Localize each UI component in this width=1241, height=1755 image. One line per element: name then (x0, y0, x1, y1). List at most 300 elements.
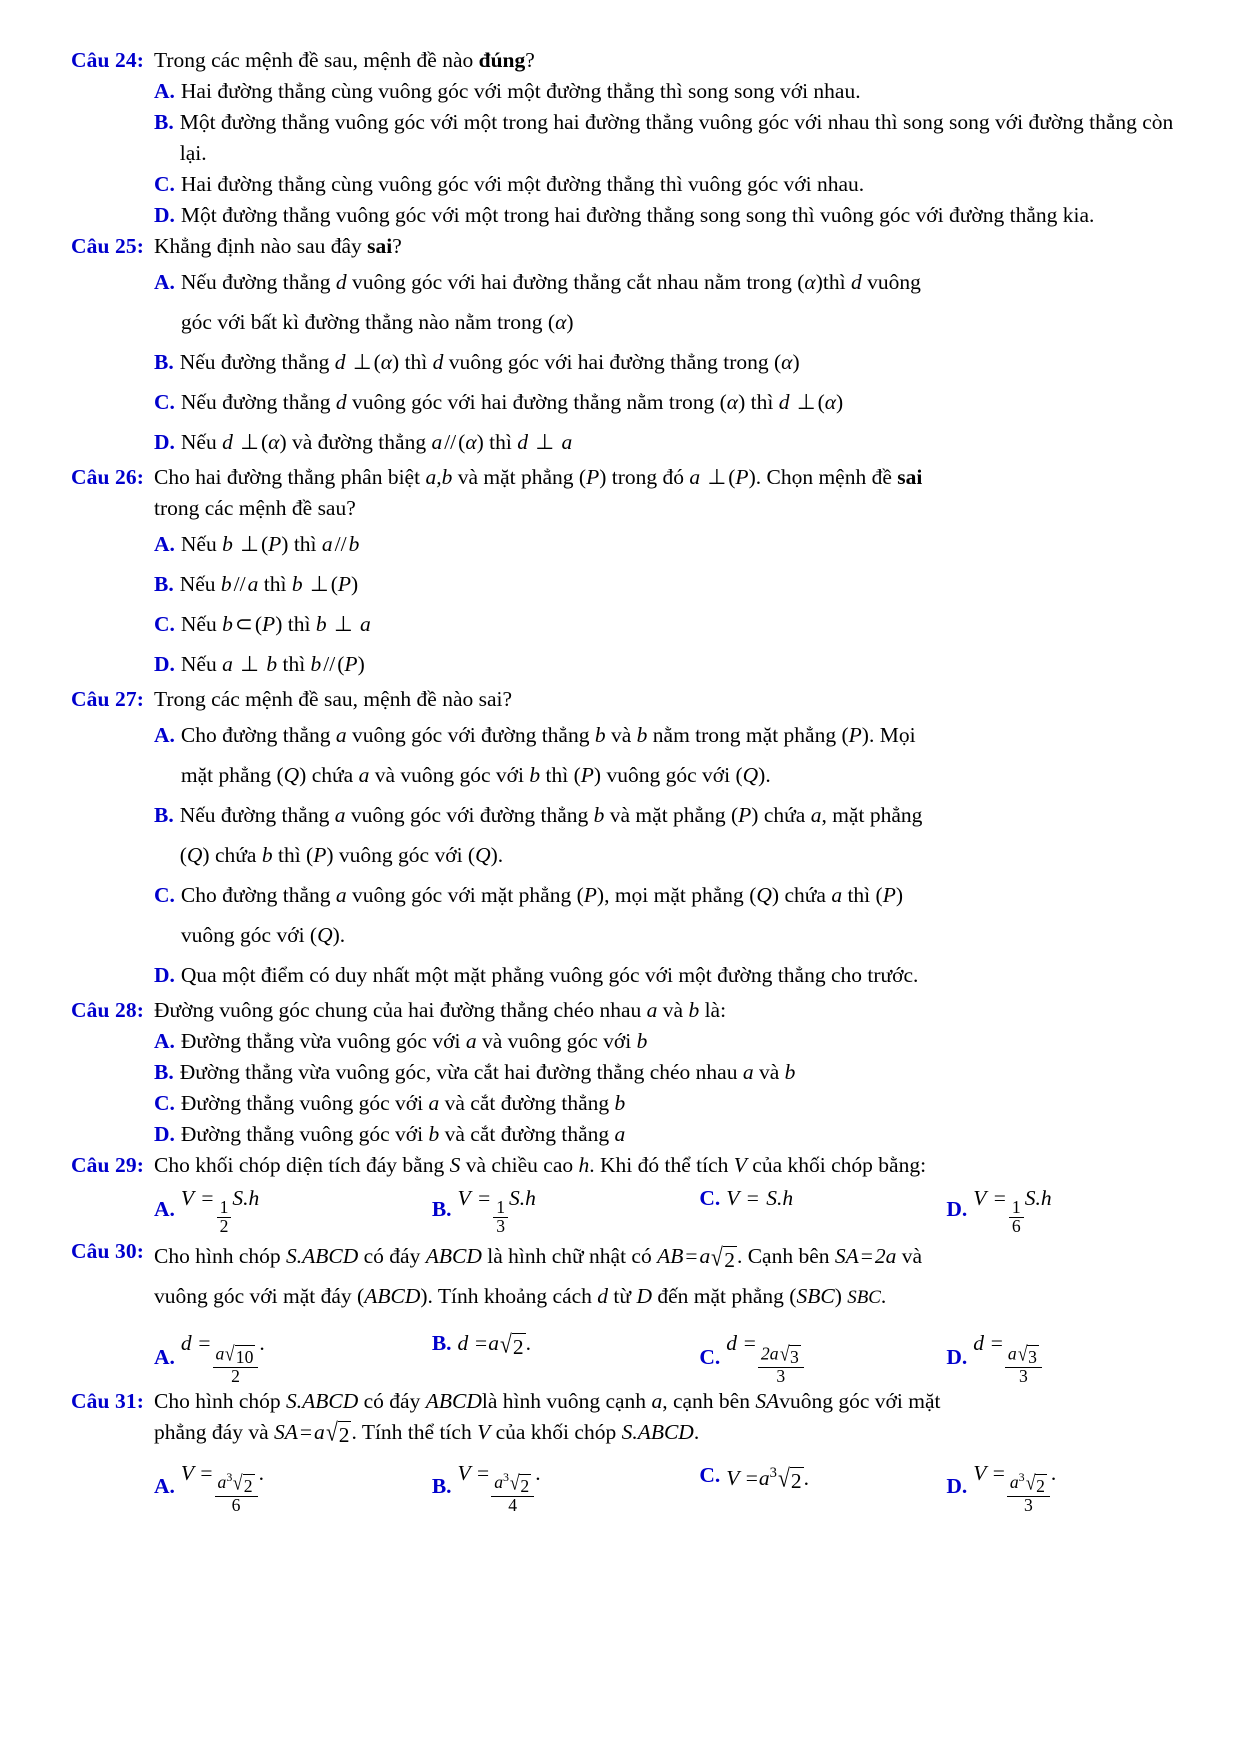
option-a[interactable] (154, 715, 1183, 795)
math-plane-P: (P) (573, 763, 602, 787)
option-d-text (181, 422, 1183, 462)
text-frag: vuông góc với mặt (779, 1388, 941, 1413)
math-var: a (428, 1091, 440, 1115)
answer-b[interactable] (432, 1458, 700, 1515)
option-a[interactable] (154, 76, 1183, 107)
option-a-text (181, 262, 1183, 342)
option-b[interactable] (154, 564, 1183, 604)
text-frag: và (901, 1244, 923, 1269)
text-frag: Nếu (180, 430, 217, 454)
text-frag: và (662, 998, 684, 1022)
question-29-answers (154, 1183, 1183, 1236)
option-b[interactable] (154, 342, 1183, 382)
math-point-D: D (636, 1284, 652, 1309)
text-frag: vuông góc với (180, 923, 305, 947)
math-plane-P: (P) (578, 465, 607, 489)
text-frag: vuông góc với mặt phẳng (352, 883, 572, 907)
answer-c[interactable] (699, 1328, 946, 1385)
question-24-options (154, 76, 1183, 231)
math-var: b (636, 1029, 648, 1053)
fraction: $a^3$ √ 2 4 (491, 1471, 534, 1515)
math-var-a: a (646, 998, 658, 1022)
math-a-perp-P: a ⊥(P) (689, 465, 756, 489)
math-solid-SABCD: S.ABCD (621, 1419, 694, 1444)
math-alpha-paren: (α) (547, 310, 574, 334)
text-frag: thì (489, 430, 512, 454)
text-frag: là hình vuông cạnh (481, 1388, 647, 1413)
text-frag: chứa (311, 763, 354, 787)
math-plane-Q: (Q) (467, 843, 498, 867)
math-var-d: d (335, 270, 347, 294)
answer-c-formula: d = 2a √ 3 3 (726, 1328, 804, 1385)
option-c-text (181, 604, 1183, 644)
text-frag: Nếu đường thẳng (180, 390, 331, 414)
option-b-text: Một đường thẳng vuông góc với một trong hai đường thẳng vuông góc với nhau thì song song với đường thẳng còn lại. (179, 110, 1174, 165)
option-c-text (181, 1088, 1183, 1119)
math-var-h: h (578, 1153, 590, 1177)
question-27-options (154, 715, 1183, 995)
option-c[interactable] (154, 382, 1183, 422)
sqrt-icon: √ 2 (778, 1464, 802, 1494)
math-alpha-paren: (α) (773, 350, 800, 374)
sqrt-icon: √ 2 (711, 1243, 735, 1272)
math-d-perp-alpha: d ⊥(α) (778, 390, 844, 414)
answer-d-formula: d = a √ 3 3 (973, 1328, 1043, 1385)
sqrt-icon: √ 2 (325, 1418, 350, 1447)
text-frag: góc với bất kì đường thẳng nào nằm trong (180, 310, 543, 334)
math-edge-SA: SA (755, 1388, 780, 1413)
question-25 (58, 231, 1183, 462)
question-27-number: Câu 27: (71, 687, 144, 711)
option-a-label: A. (154, 270, 175, 294)
answer-d[interactable] (946, 1183, 1183, 1236)
text-frag: và chiều cao (465, 1153, 574, 1177)
option-c-text (181, 382, 1183, 422)
math-solid-SABCD: S.ABCD (285, 1388, 359, 1413)
text-frag: là hình chữ nhật có (487, 1244, 652, 1269)
question-31-answers (154, 1458, 1183, 1515)
math-d-perp-a: d ⊥ a (517, 430, 573, 454)
answer-a-label: A. (154, 1474, 175, 1499)
text-frag: Cho hình chóp (154, 1244, 281, 1269)
question-28-options (154, 1026, 1183, 1150)
option-a-text (181, 1026, 1183, 1057)
answer-b-label: B. (431, 1197, 452, 1222)
question-24-number: Câu 24: (71, 48, 144, 72)
question-24-stem-emphasis: đúng (478, 48, 526, 72)
text-frag: vuông (867, 270, 921, 294)
question-24-stem-post: ? (525, 48, 535, 72)
sqrt-icon: √ 3 (779, 1342, 799, 1367)
text-frag: vuông góc với đường thẳng (352, 723, 590, 747)
answer-b-formula: V = $\frac{1}{3}$ S.h (457, 1186, 536, 1237)
option-d-text: Qua một điểm có duy nhất một mặt phẳng vuông góc với một đường thẳng cho trước. (180, 963, 919, 987)
math-var: a (465, 1029, 477, 1053)
text-frag: có đáy (363, 1388, 421, 1413)
text-frag: mặt phẳng (180, 763, 272, 787)
fraction: 2a √ 3 3 (758, 1345, 804, 1386)
math-plane-Q: (Q) (735, 763, 766, 787)
math-plane-Q: (Q) (309, 923, 340, 947)
question-26-options (154, 524, 1183, 684)
text-frag: . Tính khoảng cách (427, 1284, 592, 1309)
math-var-b: b (636, 723, 648, 747)
text-frag: của khối chóp bằng: (752, 1153, 927, 1177)
text-frag: thì (822, 270, 846, 294)
question-25-stem (154, 231, 1183, 262)
text-frag: Nếu đường thẳng (179, 350, 330, 374)
sqrt-icon: √ 2 (233, 1471, 253, 1497)
text-frag: . (765, 763, 771, 787)
text-frag: . Mọi (868, 723, 916, 747)
answer-a-formula: V = $a^3$ √ 2 6 . (180, 1460, 264, 1516)
math-var-b: b (529, 763, 541, 787)
option-b-text (180, 342, 1183, 382)
option-b[interactable] (154, 1057, 1183, 1088)
text-frag: Cho đường thẳng (180, 723, 331, 747)
math-alpha-paren: (α) (719, 390, 746, 414)
option-c-label: C. (154, 612, 175, 636)
text-frag: Cho đường thẳng (180, 883, 331, 907)
text-frag: nằm trong mặt phẳng (652, 723, 837, 747)
text-frag: trong đó (611, 465, 685, 489)
question-26-number: Câu 26: (71, 465, 144, 489)
answer-c-label: C. (699, 1463, 721, 1488)
text-frag: và mặt phẳng (457, 465, 574, 489)
text-frag: thì (545, 763, 569, 787)
math-plane-SBC: (SBC) (789, 1284, 842, 1309)
question-29-stem (154, 1150, 1183, 1181)
option-d-label: D. (154, 203, 175, 227)
question-28-number: Câu 28: (71, 998, 144, 1022)
question-26-stem (154, 462, 1183, 524)
option-c[interactable] (154, 604, 1183, 644)
math-b-parallel-a: b//a (220, 572, 259, 596)
text-frag: Đường thẳng vừa vuông góc, vừa cắt hai đường thẳng chéo nhau (179, 1060, 738, 1084)
option-a-label: A. (154, 532, 175, 556)
text-frag: thì (404, 350, 428, 374)
answer-d-formula: V = $\frac{1}{6}$ S.h (973, 1186, 1052, 1237)
text-frag: . (880, 1284, 887, 1309)
option-d-label: D. (154, 963, 175, 987)
math-plane-SBC-dup: SBC (847, 1287, 881, 1309)
option-c[interactable] (154, 169, 1183, 200)
text-frag: Nếu đường thẳng (179, 803, 330, 827)
math-plane-P: (P) (306, 843, 334, 867)
option-c-label: C. (154, 390, 175, 414)
math-b-perp-a: b ⊥ a (315, 612, 371, 636)
text-frag: , mọi mặt phẳng (604, 883, 744, 907)
text-frag: Nếu (179, 572, 216, 596)
math-var-b: b (594, 723, 606, 747)
math-var-a: a (810, 803, 822, 827)
option-c-label: C. (154, 883, 175, 907)
option-d-text (181, 644, 1183, 684)
option-d-label: D. (154, 430, 175, 454)
answer-d[interactable] (946, 1328, 1183, 1385)
question-31-stem (154, 1386, 1183, 1448)
question-28-stem (154, 995, 1183, 1026)
math-var-a: a (831, 883, 843, 907)
answer-c-formula: $V =a^3$ √ 2 . (726, 1464, 810, 1494)
answer-b[interactable] (432, 1183, 700, 1236)
answer-c-label: C. (699, 1186, 721, 1210)
question-25-stem-pre: Khẳng định nào sau đây (154, 234, 368, 258)
option-a-text (181, 524, 1183, 564)
option-d[interactable] (154, 422, 1183, 462)
math-var-d: d (597, 1284, 609, 1309)
text-frag: . Cạnh bên (736, 1244, 830, 1269)
option-b-label: B. (154, 1060, 174, 1084)
option-c[interactable] (154, 1088, 1183, 1119)
math-plane-Q: (Q) (749, 883, 780, 907)
question-24 (58, 45, 1183, 231)
math-var-alpha: α (804, 270, 816, 294)
answer-c[interactable] (699, 1458, 946, 1494)
text-frag: vuông góc với hai đường thẳng nằm trong (352, 390, 715, 414)
math-a-parallel-alpha: a//(α) (431, 430, 484, 454)
text-frag: và vuông góc với (374, 763, 525, 787)
math-b-subset-P: b⊂(P) (222, 612, 283, 636)
sqrt-icon: √ 3 (1017, 1342, 1037, 1367)
fraction: $\frac{1}{2}$ (217, 1199, 232, 1236)
answer-a-formula: V = $\frac{1}{2}$ S.h (180, 1186, 260, 1237)
math-var: a (742, 1060, 754, 1084)
option-b-label: B. (154, 572, 174, 596)
answer-c[interactable] (699, 1183, 946, 1214)
sqrt-icon: √ 2 (509, 1471, 530, 1497)
option-a-text (181, 715, 1183, 795)
text-frag: . Tính thể tích (351, 1419, 472, 1444)
option-d-label: D. (154, 652, 175, 676)
answer-a[interactable] (154, 1328, 432, 1385)
math-plane-P: (P) (576, 883, 605, 907)
question-29 (58, 1150, 1183, 1236)
question-30-number: Câu 30: (71, 1239, 144, 1264)
text-frag: . Khi đó thể tích (589, 1153, 729, 1177)
text-frag: và cắt đường thẳng (444, 1122, 610, 1146)
option-c-label: C. (154, 172, 175, 196)
math-plane-P: (P) (875, 883, 903, 907)
math-var-a: a (651, 1388, 663, 1413)
math-var-a: a (358, 763, 370, 787)
text-frag: đến mặt phẳng (657, 1284, 784, 1309)
math-plane-P: (P) (841, 723, 869, 747)
option-b[interactable] (154, 795, 1183, 875)
fraction: $\frac{1}{3}$ (493, 1199, 508, 1236)
text-frag: , cạnh bên (662, 1388, 750, 1413)
option-b-text: Nếu đường thẳng a vuông góc với đường thẳng b và mặt phẳng (P) chứa a, mặt phẳng (Q) chứa b thì (P) vuông góc với (Q). (179, 803, 923, 867)
text-frag: thì (263, 572, 287, 596)
answer-b[interactable] (432, 1328, 700, 1359)
option-a-label: A. (154, 1029, 175, 1053)
math-a-parallel-b: a//b (321, 532, 360, 556)
question-24-stem-pre: Trong các mệnh đề sau, mệnh đề nào (154, 48, 479, 72)
option-d-text: Một đường thẳng vuông góc với một trong hai đường thẳng song song thì vuông góc với đường thẳng kia. (180, 203, 1095, 227)
answer-c-formula: V = S.h (726, 1186, 794, 1210)
text-frag: và (758, 1060, 780, 1084)
math-AB-eq-a-sqrt2: AB=a √ 2 (657, 1243, 735, 1272)
text-frag: Cho hình chóp (154, 1388, 281, 1413)
text-frag: Nếu (180, 532, 217, 556)
text-frag: thì (293, 532, 317, 556)
math-b-perp-P: b ⊥(P) (291, 572, 359, 596)
math-plane-P: (P) (730, 803, 759, 827)
math-vars-ab: a,b (425, 465, 453, 489)
text-frag: , mặt phẳng (821, 803, 923, 827)
sqrt-icon: √ 10 (225, 1342, 254, 1367)
math-var: b (784, 1060, 796, 1084)
text-frag: và vuông góc với (481, 1029, 632, 1053)
question-26-stem-emphasis: sai (897, 465, 923, 489)
answer-b-label: B. (431, 1474, 452, 1499)
math-var-S: S (449, 1153, 461, 1177)
math-plane-Q: (Q) (179, 843, 210, 867)
math-var-b: b (593, 803, 605, 827)
option-b[interactable] (154, 107, 1183, 169)
answer-a[interactable] (154, 1458, 432, 1515)
text-frag: thì (282, 652, 306, 676)
answer-d-label: D. (946, 1197, 968, 1222)
option-d[interactable] (154, 955, 1183, 995)
text-frag: vuông góc với mặt đáy (154, 1284, 352, 1309)
question-25-number: Câu 25: (71, 234, 144, 258)
text-frag: vuông góc với (338, 843, 463, 867)
text-frag: vuông góc với (606, 763, 731, 787)
text-frag: và đường thẳng (291, 430, 427, 454)
option-d[interactable] (154, 644, 1183, 684)
question-30 (58, 1236, 1183, 1385)
text-frag: Đường thẳng vuông góc với (180, 1122, 424, 1146)
answer-a-formula: d = a √ 10 2 . (180, 1331, 265, 1386)
math-solid-SABCD: S.ABCD (285, 1244, 359, 1269)
math-var-d: d (432, 350, 444, 374)
answer-d-formula: V = $a^3$ √ 2 3 . (973, 1460, 1057, 1516)
answer-a[interactable] (154, 1183, 432, 1236)
answer-a-label: A. (154, 1344, 175, 1369)
fraction: $a^3$ √ 2 6 (215, 1471, 258, 1515)
question-29-number: Câu 29: (71, 1153, 144, 1177)
math-base-ABCD: ABCD (425, 1388, 482, 1413)
question-24-stem (154, 45, 1183, 76)
math-var-a: a (335, 883, 347, 907)
math-var: b (428, 1122, 440, 1146)
text-frag: thì (287, 612, 311, 636)
math-SA-eq-2a: SA=2a (834, 1244, 897, 1269)
math-var: a (614, 1122, 626, 1146)
option-b-text (180, 1057, 1183, 1088)
option-a[interactable] (154, 524, 1183, 564)
answer-b-formula: d =a √ 2 . (457, 1330, 531, 1359)
text-frag: và cắt đường thẳng (444, 1091, 610, 1115)
question-27-stem: Trong các mệnh đề sau, mệnh đề nào sai? (154, 687, 513, 711)
option-d-text (181, 1119, 1183, 1150)
option-a[interactable] (154, 262, 1183, 342)
option-c-label: C. (154, 1091, 175, 1115)
math-var-d: d (335, 390, 347, 414)
answer-d[interactable] (946, 1458, 1183, 1515)
math-var: b (614, 1091, 626, 1115)
math-var-a: a (334, 803, 346, 827)
math-var-b: b (688, 998, 700, 1022)
answer-c-label: C. (699, 1344, 721, 1369)
text-frag: Đường thẳng vuông góc với (180, 1091, 424, 1115)
question-25-options (154, 262, 1183, 462)
text-frag: Nếu (180, 612, 217, 636)
fraction: a √ 10 2 (213, 1345, 259, 1386)
math-base-ABCD: ABCD (425, 1244, 482, 1269)
math-b-parallel-P: b//(P) (310, 652, 365, 676)
fraction: a √ 3 3 (1005, 1345, 1042, 1386)
text-frag: thì (847, 883, 871, 907)
math-var-b: b (261, 843, 273, 867)
math-plane-ABCD: (ABCD) (357, 1284, 428, 1309)
option-b-label: B. (154, 350, 174, 374)
text-frag: thì (750, 390, 774, 414)
text-frag: chứa (784, 883, 826, 907)
math-d-perp-alpha: d ⊥(α) (222, 430, 287, 454)
text-frag: và (610, 723, 632, 747)
option-b-label: B. (154, 110, 174, 134)
text-frag: chứa (214, 843, 257, 867)
option-c-text: Cho đường thẳng a vuông góc với mặt phẳng (P), mọi mặt phẳng (Q) chứa a thì (P) vuông góc với (Q). (180, 883, 903, 947)
text-frag: chứa (763, 803, 806, 827)
option-a-label: A. (154, 79, 175, 103)
text-frag: và mặt phẳng (609, 803, 726, 827)
option-a-text: Hai đường thẳng cùng vuông góc với một đường thẳng thì song song với nhau. (180, 79, 861, 103)
text-frag: vuông góc với hai đường thẳng trong (448, 350, 769, 374)
math-alpha-paren: (α) (797, 270, 823, 294)
math-d-perp-alpha: d ⊥(α) (334, 350, 400, 374)
text-frag: có đáy (363, 1244, 421, 1269)
question-30-stem (154, 1236, 1183, 1318)
text-frag: thì (277, 843, 301, 867)
math-var-a: a (335, 723, 347, 747)
math-SA-eq-a-sqrt2: SA=a √ 2 (274, 1418, 350, 1447)
answer-d-label: D. (946, 1344, 968, 1369)
math-var-V: V (733, 1153, 747, 1177)
text-frag: từ (613, 1284, 632, 1309)
sqrt-icon: √ 2 (499, 1330, 524, 1359)
math-var-V: V (477, 1419, 491, 1444)
text-frag: của khối chóp (495, 1419, 617, 1444)
text-frag: Nếu đường thẳng (180, 270, 331, 294)
answer-a-label: A. (154, 1197, 175, 1222)
question-28 (58, 995, 1183, 1150)
math-a-perp-b: a ⊥ b (222, 652, 278, 676)
text-frag: là: (704, 998, 727, 1022)
option-c[interactable] (154, 875, 1183, 955)
option-b-label: B. (154, 803, 174, 827)
option-d[interactable] (154, 200, 1183, 231)
text-frag: . (693, 1419, 700, 1444)
question-30-answers (154, 1328, 1183, 1385)
answer-d-label: D. (946, 1474, 968, 1499)
question-31 (58, 1386, 1183, 1515)
text-frag: Đường vuông góc chung của hai đường thẳng chéo nhau (154, 998, 642, 1022)
question-27 (58, 684, 1183, 995)
option-a[interactable] (154, 1026, 1183, 1057)
question-25-stem-post: ? (392, 234, 402, 258)
option-d-label: D. (154, 1122, 175, 1146)
option-a-label: A. (154, 723, 175, 747)
question-25-stem-emphasis: sai (367, 234, 393, 258)
text-frag: vuông góc với hai đường thẳng cắt nhau nằm trong (352, 270, 792, 294)
math-var-d: d (850, 270, 862, 294)
text-frag: Cho hai đường thẳng phân biệt (154, 465, 421, 489)
math-plane-Q: (Q) (276, 763, 307, 787)
option-d[interactable] (154, 1119, 1183, 1150)
